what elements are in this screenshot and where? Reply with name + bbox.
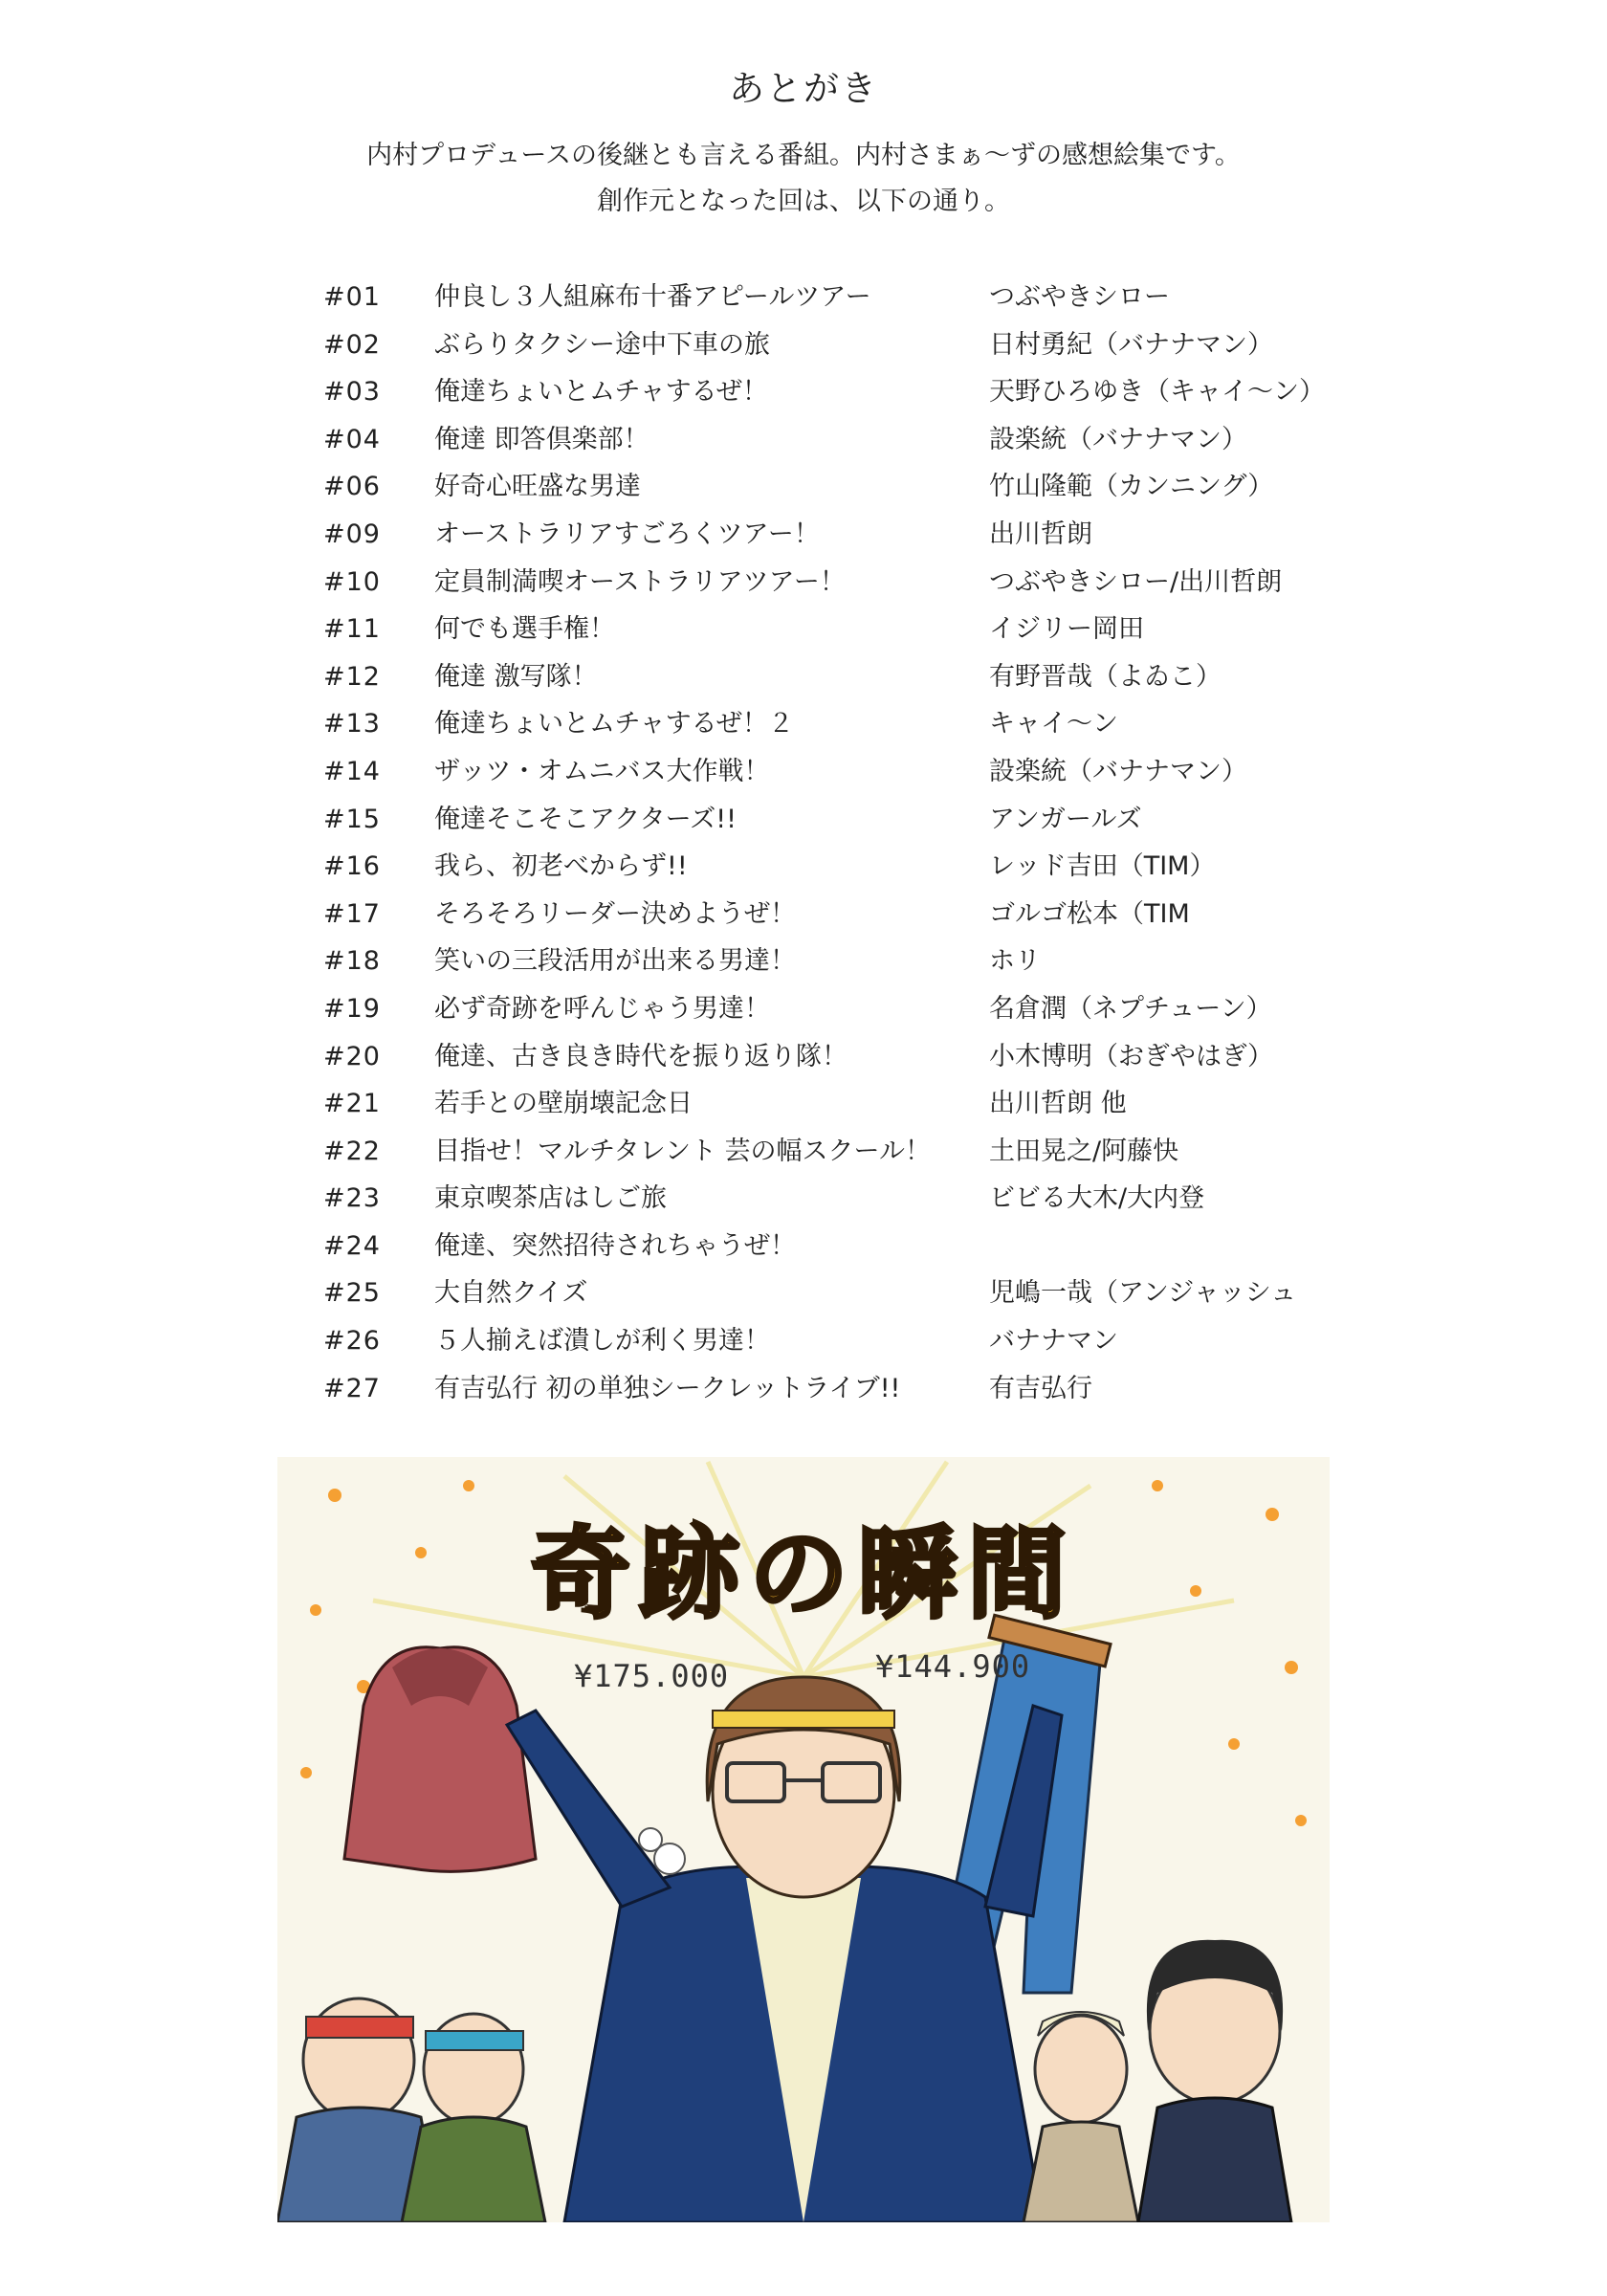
episode-number: #14: [323, 756, 381, 786]
episode-number: #27: [323, 1373, 381, 1403]
episode-author: バナナマン: [989, 1326, 1118, 1357]
episode-title: 定員制満喫オーストラリアツアー！: [434, 566, 846, 597]
episode-row: [323, 1269, 1376, 1317]
episode-title: 俺達 即答倶楽部！: [434, 424, 649, 454]
episode-row: [323, 700, 1376, 748]
episode-number: #11: [323, 614, 381, 645]
episode-number: #17: [323, 898, 381, 929]
episode-title: ぶらりタクシー途中下車の旅: [434, 329, 770, 360]
episode-title: 笑いの三段活用が出来る男達！: [434, 946, 796, 977]
episode-row: [323, 891, 1376, 938]
episode-title: 大自然クイズ: [434, 1278, 588, 1309]
intro-line-2: 創作元となった回は、以下の通り。: [597, 187, 1010, 216]
episode-row: [323, 843, 1376, 891]
episode-row: [323, 653, 1376, 701]
episode-number: #13: [323, 709, 381, 740]
illustration: [277, 1457, 1330, 2222]
episode-title: そろそろリーダー決めようぜ！: [434, 898, 796, 929]
illustration-title: 奇跡の瞬間: [530, 1514, 1076, 1632]
episode-author: 名倉潤（ネプチューン）: [989, 993, 1272, 1024]
episode-row: [323, 985, 1376, 1033]
episode-row: [323, 1033, 1376, 1081]
episode-number: #10: [323, 566, 381, 597]
episode-title: 俺達ちょいとムチャするぜ！２: [434, 709, 794, 740]
episode-author: 児嶋一哉（アンジャッシュ: [989, 1278, 1297, 1309]
episode-author: 出川哲朗: [989, 519, 1092, 549]
episode-title: 我ら、初老べからず!!: [434, 851, 688, 882]
episode-title: オーストラリアすごろくツアー！: [434, 519, 820, 549]
episode-title: 好奇心旺盛な男達: [434, 472, 641, 502]
jeans-price-label: ¥144.900: [875, 1648, 1031, 1685]
episode-author: レッド吉田（TIM）: [989, 851, 1216, 882]
episode-row: [323, 1128, 1376, 1176]
hoodie-price-label: ¥175.000: [574, 1658, 730, 1694]
episode-author: 天野ひろゆき（キャイ～ン）: [989, 377, 1325, 408]
episode-row: [323, 938, 1376, 985]
episode-author: 小木博明（おぎやはぎ）: [989, 1041, 1273, 1071]
episode-title: 俺達そこそこアクターズ!!: [434, 804, 737, 834]
episode-row: [323, 606, 1376, 653]
episode-author: 設楽統（バナナマン）: [989, 424, 1247, 454]
episode-row: [323, 416, 1376, 464]
episode-number: #20: [323, 1041, 381, 1071]
episode-author: 出川哲朗 他: [989, 1089, 1127, 1119]
episode-title: 必ず奇跡を呼んじゃう男達！: [434, 993, 770, 1024]
episode-row: [323, 274, 1376, 321]
episode-row: [323, 511, 1376, 559]
episode-row: [323, 1223, 1376, 1270]
episode-author: イジリー岡田: [989, 614, 1144, 645]
episode-row: [323, 368, 1376, 416]
episode-author: アンガールズ: [989, 804, 1142, 834]
episode-author: 竹山隆範（カンニング）: [989, 472, 1274, 502]
episode-title: ５人揃えば潰しが利く男達！: [434, 1326, 770, 1357]
episode-title: 有吉弘行 初の単独シークレットライブ!!: [434, 1373, 901, 1403]
episode-number: #23: [323, 1183, 381, 1214]
episode-number: #15: [323, 804, 381, 834]
episode-author: 日村勇紀（バナナマン）: [989, 329, 1273, 360]
episode-row: [323, 1080, 1376, 1128]
episode-row: [323, 559, 1376, 607]
episode-author: 有吉弘行: [989, 1373, 1092, 1403]
episode-number: #16: [323, 851, 381, 882]
episode-row: [323, 463, 1376, 511]
episode-number: #09: [323, 519, 381, 549]
episode-number: #03: [323, 377, 381, 408]
episode-author: つぶやきシロー/出川哲朗: [989, 566, 1283, 597]
episode-author: キャイ～ン: [989, 709, 1118, 740]
episode-number: #04: [323, 424, 381, 454]
episode-number: #22: [323, 1136, 381, 1166]
episode-number: #02: [323, 329, 381, 360]
episode-author: ホリ: [989, 946, 1041, 977]
episode-number: #21: [323, 1089, 381, 1119]
episode-row: [323, 1365, 1376, 1413]
episode-number: #06: [323, 472, 381, 502]
episode-number: #24: [323, 1230, 381, 1261]
episode-title: 目指せ！マルチタレント 芸の幅スクール！: [434, 1136, 932, 1166]
episode-title: 若手との壁崩壊記念日: [434, 1089, 693, 1119]
episode-author: 有野晋哉（よゐこ）: [989, 661, 1222, 692]
episode-row: [323, 748, 1376, 796]
episode-author: 土田晃之/阿藤快: [989, 1136, 1179, 1166]
episode-number: #12: [323, 661, 381, 692]
episode-title: 俺達、突然招待されちゃうぜ！: [434, 1230, 796, 1261]
episode-number: #18: [323, 946, 381, 977]
episode-number: #01: [323, 282, 381, 312]
intro-line-1: 内村プロデュースの後継とも言える番組。内村さまぁ～ずの感想絵集です。: [366, 141, 1241, 170]
episode-author: ビビる大木/大内登: [989, 1183, 1205, 1214]
episode-title: 何でも選手権！: [434, 614, 615, 645]
episode-author: ゴルゴ松本（TIM: [989, 898, 1190, 929]
episode-row: [323, 1175, 1376, 1223]
episode-title: 俺達 激写隊！: [434, 661, 598, 692]
episode-row: [323, 321, 1376, 369]
episode-title: 東京喫茶店はしご旅: [434, 1183, 667, 1214]
episode-title: 俺達ちょいとムチャするぜ！: [434, 377, 768, 408]
episode-list: [323, 274, 1376, 1412]
episode-title: 仲良し３人組麻布十番アピールツアー: [434, 282, 871, 312]
episode-author: 設楽統（バナナマン）: [989, 756, 1247, 786]
episode-title: 俺達、古き良き時代を振り返り隊！: [434, 1041, 848, 1071]
episode-author: つぶやきシロー: [989, 282, 1170, 312]
episode-number: #26: [323, 1326, 381, 1357]
page-title: あとがき: [729, 68, 878, 109]
episode-number: #25: [323, 1278, 381, 1309]
episode-number: #19: [323, 993, 381, 1024]
episode-row: [323, 796, 1376, 844]
episode-title: ザッツ・オムニバス大作戦！: [434, 756, 770, 786]
episode-row: [323, 1317, 1376, 1365]
